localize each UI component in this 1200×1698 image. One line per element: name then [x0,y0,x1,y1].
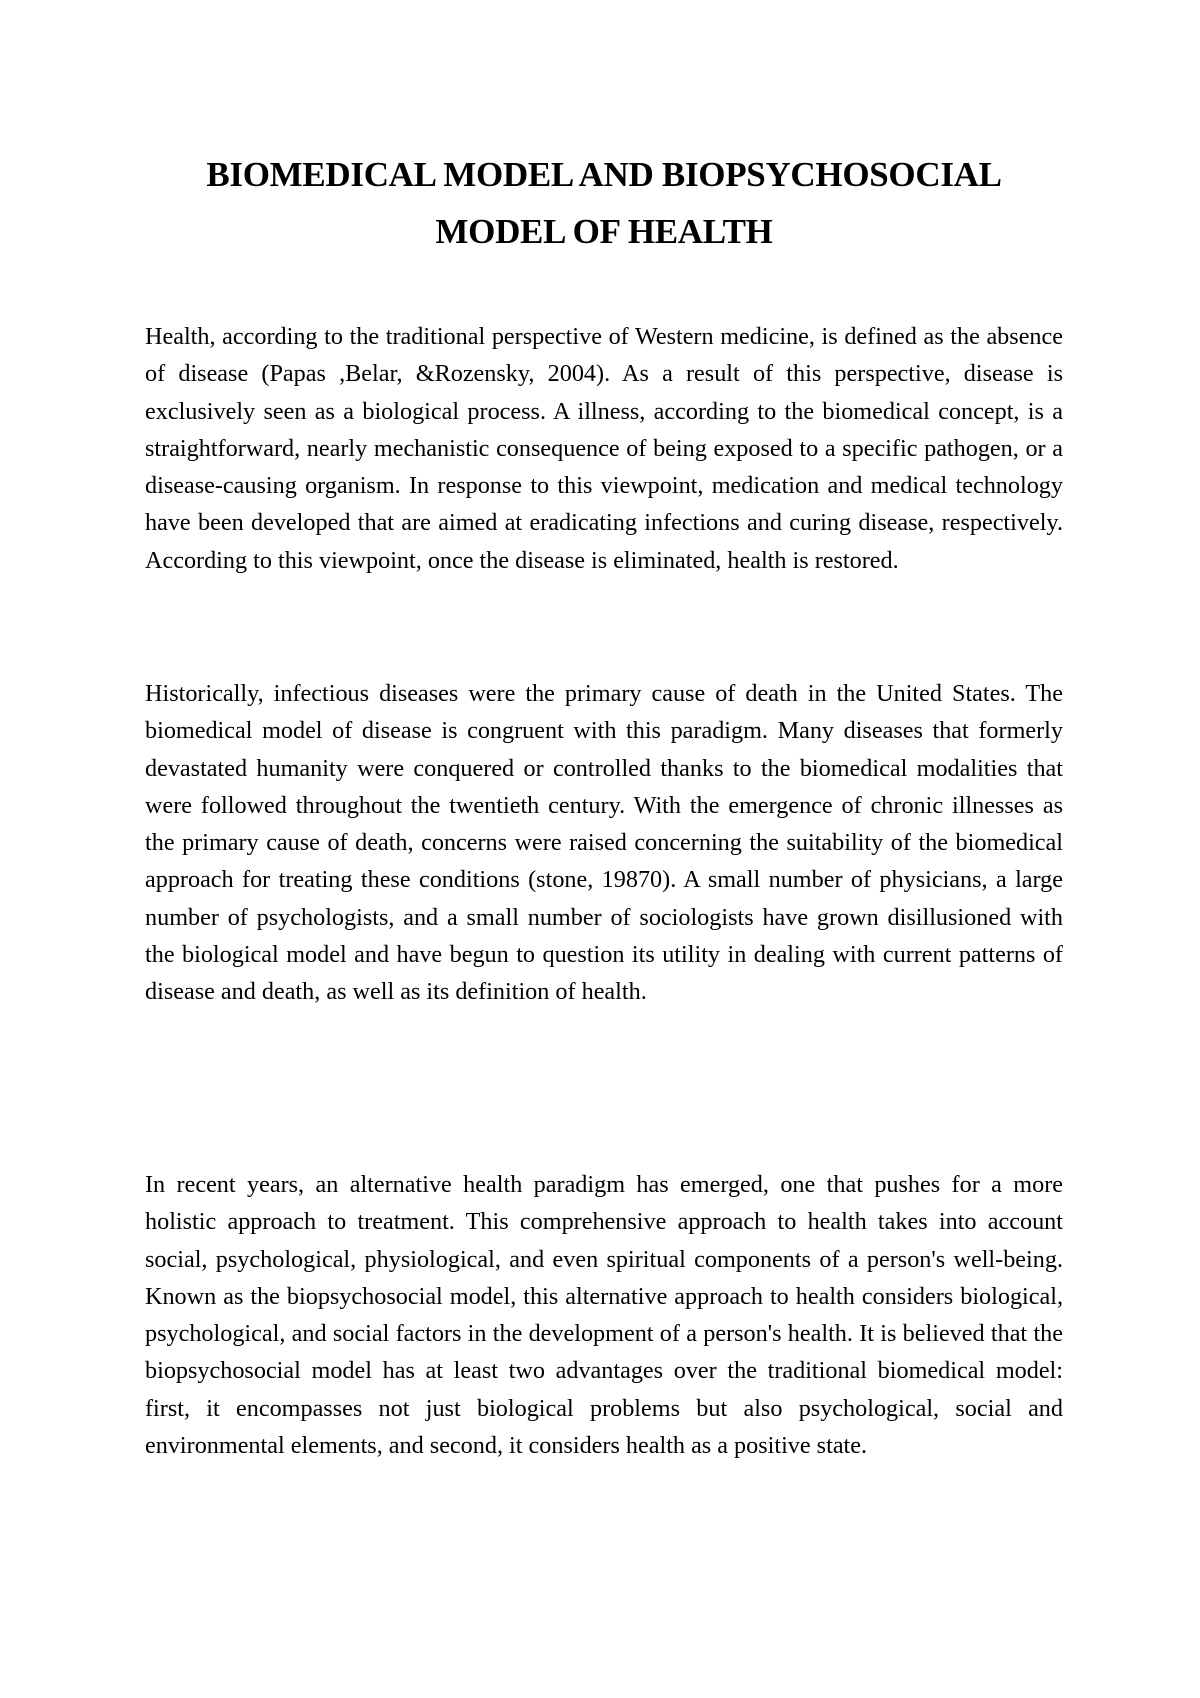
paragraph-2: Historically, infectious diseases were the primary cause of death in the United States. The biomedical model of disease is congruent with this paradigm. Many diseases that formerly devastated humanity were conquered or controlled thanks to the biomedical modalities that were followed throughout the twentieth century. With the emergence of chronic illnesses as the primary cause of death, concerns were raised concerning the suitability of the biomedical approach for treating these conditions (stone, 19870). A small number of physicians, a large number of psychologists, and a small number of sociologists have grown disillusioned with the biological model and have begun to question its utility in dealing with current patterns of disease and death, as well as its definition of health. [145,680,1063,1006]
document-title [145,146,1063,260]
title-line-2: MODEL OF HEALTH [435,212,773,251]
paragraph-3: In recent years, an alternative health paradigm has emerged, one that pushes for a more holistic approach to treatment. This comprehensive approach to health takes into account social, psychological, physiological, and even spiritual components of a person's well-being. Known as the biopsychosocial model, this alternative approach to health considers biological, psychological, and social factors in the development of a person's health. It is believed that the biopsychosocial model has at least two advantages over the traditional biomedical model: first, it encompasses not just biological problems but also psychological, social and environmental elements, and second, it considers health as a positive state. [145,1171,1063,1460]
paragraph-1: Health, according to the traditional perspective of Western medicine, is defined as the absence of disease (Papas ,Belar, &Rozensky, 2004). As a result of this perspective, disease is exclusively seen as a biological process. A illness, according to the biomedical concept, is a straightforward, nearly mechanistic consequence of being exposed to a specific pathogen, or a disease-causing organism. In response to this viewpoint, medication and medical technology have been developed that are aimed at eradicating infections and curing disease, respectively. According to this viewpoint, once the disease is eliminated, health is restored. [145,323,1063,574]
title-line-1: BIOMEDICAL MODEL AND BIOPSYCHOSOCIAL [206,155,1002,194]
